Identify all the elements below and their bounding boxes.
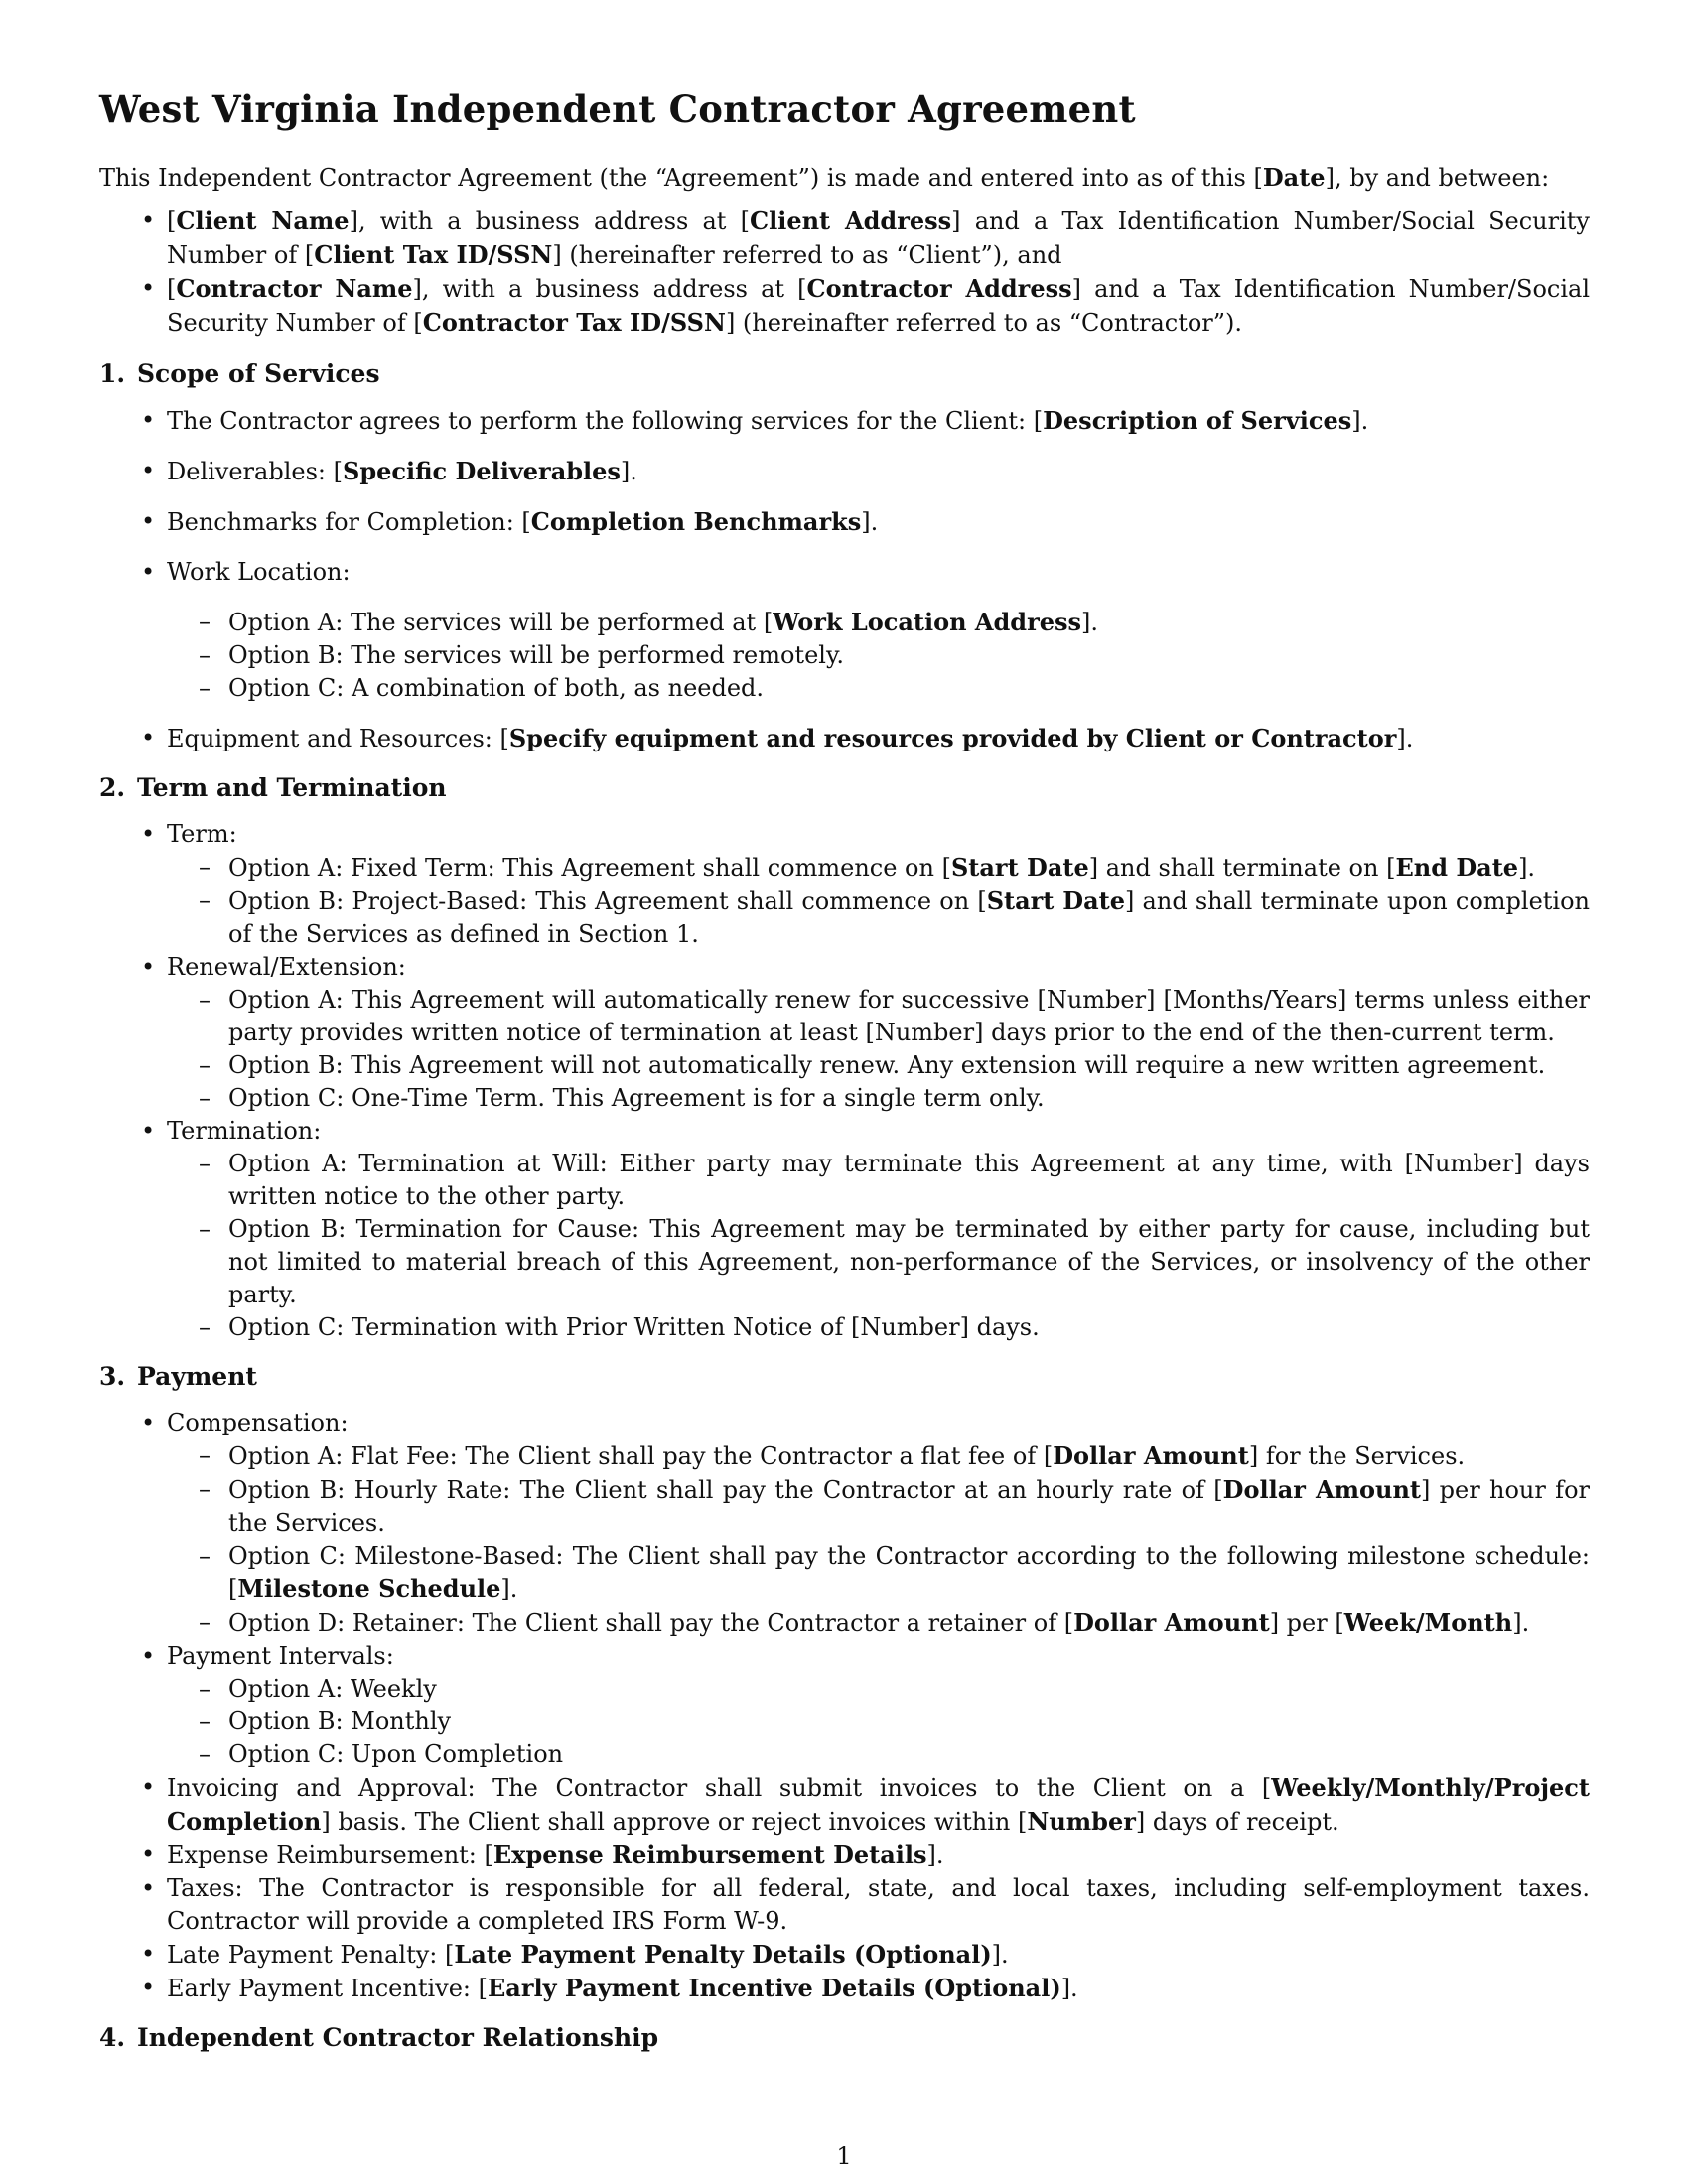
sub-item: – Option A: Fixed Term: This Agreement shall commence on [Start Date] and shall terminate on [End Date]. (199, 853, 1536, 882)
sub-item: – Option C: Milestone-Based: The Client shall pay the Contractor according to the following milestone schedule: [Milestone Schedule]. (199, 1542, 1590, 1603)
section-scope (99, 357, 1590, 755)
list-item: • Early Payment Incentive: [Early Payment Incentive Details (Optional)]. (141, 1974, 1078, 2002)
intro-paragraph: This Independent Contractor Agreement (the “Agreement”) is made and entered into as of this [Date], by and between: (99, 163, 1550, 192)
list-item: • Equipment and Resources: [Specify equipment and resources provided by Client or Contractor]. (141, 724, 1414, 752)
sub-item: – Option C: One-Time Term. This Agreement is for a single term only. (199, 1084, 1045, 1112)
sub-item: – Option B: Hourly Rate: The Client shall pay the Contractor at an hourly rate of [Dollar Amount] per hour for the Services. (199, 1475, 1590, 1537)
list-item: • Late Payment Penalty: [Late Payment Penalty Details (Optional)]. (141, 1940, 1009, 1969)
sub-item: – Option B: Termination for Cause: This Agreement may be terminated by either party for cause, including but not limited to material breach of this Agreement, non-performance of the Services, or insolvency of the other party. (199, 1215, 1590, 1308)
sub-item: – Option B: This Agreement will not automatically renew. Any extension will require a new written agreement. (199, 1051, 1546, 1079)
list-item: • Termination: (141, 1117, 322, 1145)
sub-item: – Option D: Retainer: The Client shall pay the Contractor a retainer of [Dollar Amount] per [Week/Month]. (199, 1608, 1530, 1637)
party-client: • [Client Name], with a business address at [Client Address] and a Tax Identification Number/Social Security Number of [Client Tax ID/SSN] (hereinafter referred to as “Client”), and (141, 206, 1590, 269)
section-heading: 2. Term and Termination (99, 773, 447, 802)
party-contractor: • [Contractor Name], with a business address at [Contractor Address] and a Tax Identification Number/Social Security Number of [Contractor Tax ID/SSN] (hereinafter referred to as “Contractor”). (141, 274, 1591, 337)
list-item: • Taxes: The Contractor is responsible for all federal, state, and local taxes, including self-employment taxes. Contractor will provide a completed IRS Form W-9. (141, 1874, 1590, 1935)
sub-item: – Option A: Flat Fee: The Client shall pay the Contractor a flat fee of [Dollar Amount] for the Services. (199, 1441, 1466, 1470)
sub-item: – Option B: Project-Based: This Agreement shall commence on [Start Date] and shall terminate upon completion of the Services as defined in Section 1. (199, 887, 1591, 948)
sub-item: – Option C: Upon Completion (199, 1740, 564, 1768)
section-payment (99, 1360, 1590, 2005)
page-number: 1 (836, 2142, 852, 2170)
sub-item: – Option C: A combination of both, as needed. (199, 674, 765, 702)
list-item: • Payment Intervals: (141, 1642, 394, 1670)
section-relationship (99, 2021, 1590, 2054)
sub-item: – Option A: The services will be performed at [Work Location Address]. (199, 608, 1099, 636)
sub-item: – Option C: Termination with Prior Written Notice of [Number] days. (199, 1313, 1040, 1341)
sub-item: – Option A: This Agreement will automatically renew for successive [Number] [Months/Years] terms unless either party provides written notice of termination at least [Number] days prior to the end of the then-current term. (199, 986, 1590, 1046)
page-title: West Virginia Independent Contractor Agreement (99, 87, 1136, 131)
section-heading: 4. Independent Contractor Relationship (99, 2023, 659, 2052)
list-item: • Invoicing and Approval: The Contractor shall submit invoices to the Client on a [Weekly/Monthly/Project Completion] basis. The Client shall approve or reject invoices within [Number] days of receipt. (141, 1773, 1590, 1836)
sub-item: – Option B: Monthly (199, 1707, 452, 1735)
list-item: • Term: (141, 820, 237, 848)
section-heading: 3. Payment (99, 1362, 257, 1391)
section-heading: 1. Scope of Services (99, 359, 380, 388)
sub-item: – Option A: Termination at Will: Either party may terminate this Agreement at any time, with [Number] days written notice to the other party. (199, 1150, 1590, 1210)
list-item: • Compensation: (141, 1409, 349, 1436)
sub-item: – Option B: The services will be performed remotely. (199, 641, 844, 669)
list-item: • Renewal/Extension: (141, 953, 406, 981)
document-page (99, 87, 1590, 2070)
parties-list (99, 205, 1590, 340)
list-item: • Work Location: (141, 558, 351, 586)
section-term (99, 771, 1590, 1344)
list-item: • Expense Reimbursement: [Expense Reimbursement Details]. (141, 1841, 944, 1869)
sub-item: – Option A: Weekly (199, 1675, 437, 1703)
list-item: • Deliverables: [Specific Deliverables]. (141, 457, 637, 485)
list-item: • Benchmarks for Completion: [Completion Benchmarks]. (141, 507, 879, 536)
list-item: • The Contractor agrees to perform the following services for the Client: [Description of Services]. (141, 406, 1369, 435)
